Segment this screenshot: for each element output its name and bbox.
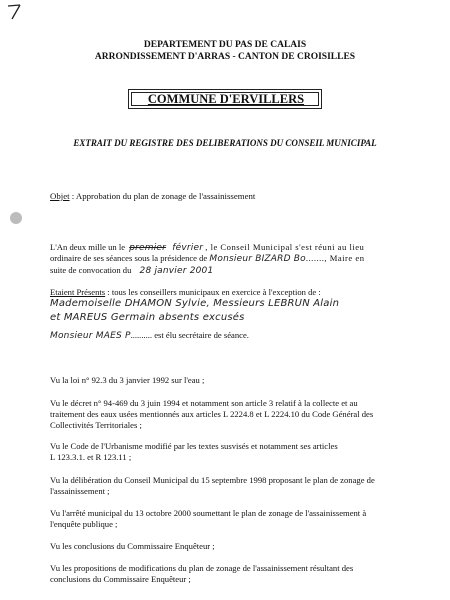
seance-text-3: ordinaire de ses séances sous la présidence de bbox=[50, 253, 208, 263]
presents-line bbox=[50, 287, 410, 298]
presents-label: Etaient Présents bbox=[50, 287, 106, 297]
visa-line: Vu l'arrêté municipal du 13 octobre 2000 soumettant le plan de zonage de l'assainissement à bbox=[50, 508, 367, 518]
punch-hole bbox=[10, 212, 22, 224]
visa-line: Vu le décret n° 94-469 du 3 juin 1994 et notamment son article 3 relatif à la collecte et au bbox=[50, 398, 358, 408]
objet-text: : Approbation du plan de zonage de l'assainissement bbox=[69, 191, 256, 201]
absents-handwritten-2: et MAREUS Germain absents excusés bbox=[50, 312, 245, 323]
seance-line-2 bbox=[50, 253, 410, 265]
visa-line: Vu les propositions de modifications du plan de zonage de l'assainissement résultant des bbox=[50, 563, 354, 573]
seance-text-1: L'An deux mille un le bbox=[50, 242, 126, 252]
pen-stroke-mark bbox=[6, 0, 28, 20]
presents-text: : tous les conseillers municipaux en exercice à l'exception de : bbox=[105, 287, 321, 297]
departement-heading: DEPARTEMENT DU PAS DE CALAIS bbox=[143, 40, 307, 50]
seance-line-3 bbox=[50, 265, 410, 277]
seance-month-handwritten: février bbox=[172, 243, 204, 253]
visa-line: traitement des eaux usées mentionnés aux articles L 2224.8 et L 2224.10 du Code Général des bbox=[50, 409, 374, 419]
secretary-handwritten: Monsieur MAES P bbox=[50, 331, 131, 341]
secretary-text: .......... est élu secrétaire de séance. bbox=[130, 330, 249, 340]
president-handwritten: Monsieur BIZARD Bo bbox=[209, 254, 306, 264]
seance-text-5: suite de convocation du bbox=[50, 265, 132, 275]
visa-line: Vu la délibération du Conseil Municipal du 15 septembre 1998 proposant le plan de zonage de bbox=[50, 475, 375, 485]
visa-line: conclusions du Commissaire Enquêteur ; bbox=[50, 574, 191, 584]
seance-day-handwritten: premier bbox=[129, 243, 167, 253]
visa-line: Collectivités Territoriales ; bbox=[50, 420, 142, 430]
extrait-heading: EXTRAIT DU REGISTRE DES DELIBERATIONS DU CONSEIL MUNICIPAL bbox=[73, 138, 377, 148]
commune-title: COMMUNE D'ERVILLERS bbox=[147, 92, 305, 106]
visa-line: Vu le Code de l'Urbanisme modifié par les textes susvisés et notamment ses articles bbox=[50, 441, 338, 451]
seance-text-4: ......., Maire en bbox=[305, 253, 365, 263]
seance-text-2: , le Conseil Municipal s'est réuni au lieu bbox=[205, 242, 365, 252]
convocation-date-handwritten: 28 janvier 2001 bbox=[139, 266, 214, 276]
visa-line: Vu la loi n° 92.3 du 3 janvier 1992 sur l'eau ; bbox=[50, 375, 205, 385]
visa-line: l'enquête publique ; bbox=[50, 519, 118, 529]
visa-line: L 123.3.1. et R 123.11 ; bbox=[50, 452, 132, 462]
visa-line: Vu les conclusions du Commissaire Enquêteur ; bbox=[50, 541, 215, 551]
arrondissement-heading: ARRONDISSEMENT D'ARRAS - CANTON DE CROISILLES bbox=[94, 52, 356, 62]
visa-line: l'assainissement ; bbox=[50, 486, 110, 496]
absents-handwritten-1: Mademoiselle DHAMON Sylvie, Messieurs LEBRUN Alain bbox=[50, 298, 340, 309]
objet-line bbox=[50, 191, 255, 201]
secretary-line bbox=[50, 330, 410, 342]
objet-label: Objet bbox=[50, 191, 70, 201]
